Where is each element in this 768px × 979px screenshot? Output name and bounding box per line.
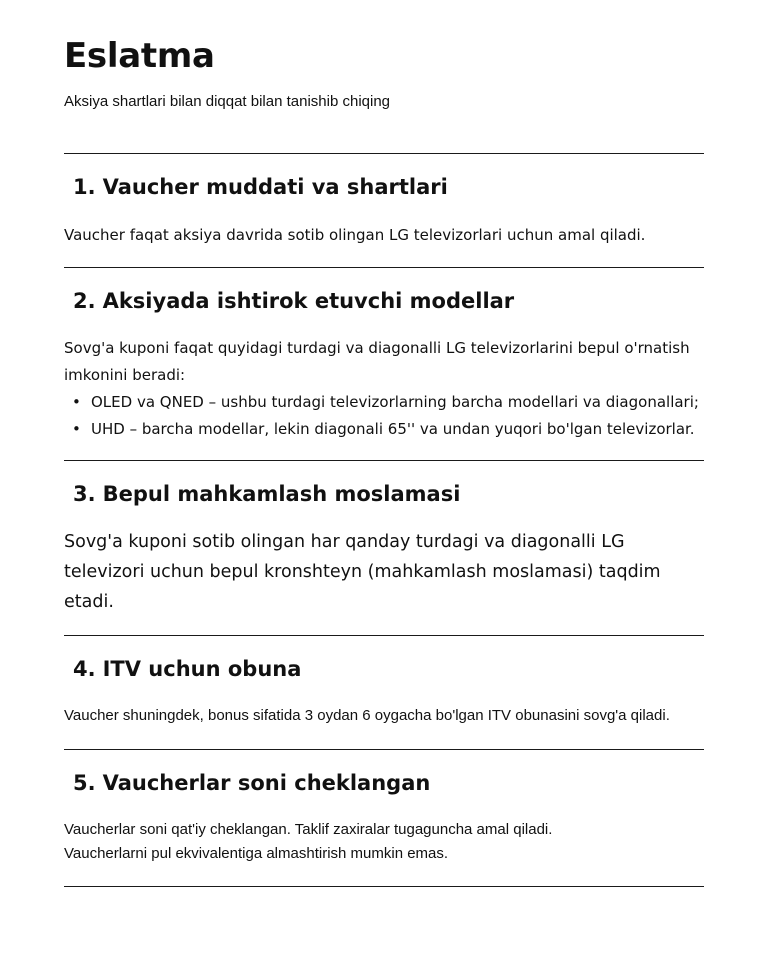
section-number: 3. [73,482,96,506]
section-heading [73,172,704,202]
section-text: Sovg'a kuponi faqat quyidagi turdagi va diagonalli LG televizorlarini bepul o'rnatish imkonini beradi: [64,339,690,384]
section-free-bracket [64,461,704,617]
section-text: Sovg'a kuponi sotib olingan har qanday turdagi va diagonalli LG televizori uchun bepul kronshteyn (mahkamlash moslamasi) taqdim etadi. [64,532,661,612]
section-heading [73,479,704,509]
section-heading [73,654,704,684]
section-heading-text: ITV uchun obuna [102,657,302,681]
section-itv-subscription [64,636,704,728]
section-number: 1. [73,175,96,199]
section-voucher-terms [64,154,704,249]
section-heading-text: Aksiyada ishtirok etuvchi modellar [102,289,515,313]
list-item [64,389,704,416]
section-limited-vouchers [64,750,704,866]
section-number: 5. [73,771,96,795]
section-text [64,818,704,866]
divider [64,886,704,887]
models-list [64,389,704,443]
section-text-line: Vaucherlarni pul ekvivalentiga almashtirish mumkin emas. [64,845,449,862]
notice-page [64,0,704,887]
page-title: Eslatma [64,36,215,76]
list-item-text: OLED va QNED – ushbu turdagi televizorlarning barcha modellari va diagonallari; [91,393,699,411]
section-number: 2. [73,289,96,313]
section-heading [73,768,704,798]
section-heading-text: Vaucherlar soni cheklangan [102,771,431,795]
bullet-icon: • [72,393,81,411]
list-item [64,416,704,443]
section-participating-models [64,268,704,443]
bullet-icon: • [72,420,81,438]
section-text-line: Vaucherlar soni qat'iy cheklangan. Taklif zaxiralar tugaguncha amal qiladi. [64,821,553,838]
section-heading-text: Vaucher muddati va shartlari [102,175,448,199]
section-number: 4. [73,657,96,681]
section-text: Vaucher shuningdek, bonus sifatida 3 oydan 6 oygacha bo'lgan ITV obunasini sovg'a qiladi. [64,707,670,724]
section-heading-text: Bepul mahkamlash moslamasi [102,482,461,506]
section-text: Vaucher faqat aksiya davrida sotib olingan LG televizorlari uchun amal qiladi. [64,226,646,244]
list-item-text: UHD – barcha modellar, lekin diagonali 65'' va undan yuqori bo'lgan televizorlar. [91,420,695,438]
page-subtitle: Aksiya shartlari bilan diqqat bilan tanishib chiqing [64,93,391,110]
section-heading [73,286,704,316]
